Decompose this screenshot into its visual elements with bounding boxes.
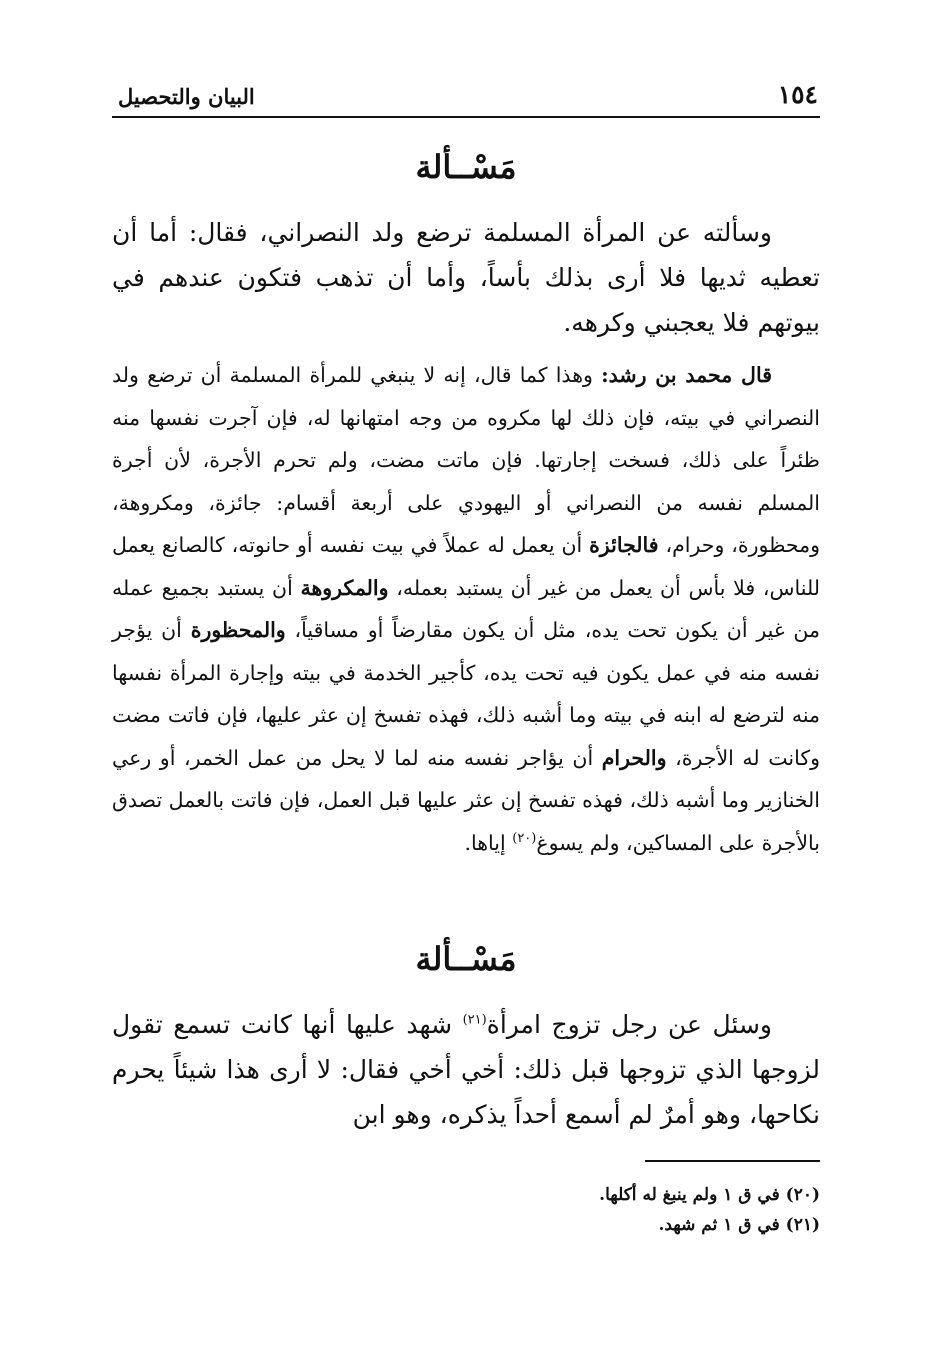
footnote-20: (٢٠) في ق ١ ولم ينبغ له أكلها. — [599, 1185, 820, 1205]
header-rule — [112, 116, 820, 118]
footnote-rule — [645, 1160, 820, 1162]
commentary-end: إياها. — [464, 830, 513, 855]
commentary-text-5: أن يؤاجر نفسه منه لما لا يحل من عمل الخمر، أو رعي الخنازير وما أشبه ذلك، فهذه تفسخ إن عثر عليها قبل العمل، فإن فاتت بالعمل تصدق بالأجرة على المساكين، ولم يسوغ — [112, 745, 820, 855]
commentary-text-3: أن يستبد بجميع عمله من غير أن يكون تحت يده، مثل أن يكون مقارضاً أو مساقياً، — [112, 575, 820, 642]
footnote-21: (٢١) في ق ١ ثم شهد. — [658, 1215, 820, 1235]
commentary-text-4: أن يؤجر نفسه منه في عمل يكون فيه تحت يده، كأجير الخدمة في بيته وإجارة المرأة نفسها منه لترضع له ابنه في بيته وما أشبه ذلك، فهذه تفسخ إن عثر عليها، فإن فاتت مضت وكانت له الأجرة، — [112, 618, 820, 770]
footnotes — [112, 1180, 820, 1240]
commentary-text-2: أن يعمل له عملاً في بيت نفسه أو حانوته، كالصانع يعمل للناس، فلا بأس أن يعمل من غير أن يستبد بعمله، — [112, 533, 820, 600]
question-2-text-1: وسئل عن رجل تزوج امرأة — [486, 1010, 772, 1039]
term-jaiza: فالجائزة — [589, 533, 659, 557]
section-heading-1: مَسْــألة — [415, 148, 517, 186]
footnote-ref-21: (٢١) — [462, 1012, 487, 1028]
term-makruha: والمكروهة — [300, 575, 389, 600]
term-haram: والحرام — [601, 745, 667, 770]
term-mahzura: والمحظورة — [190, 618, 286, 642]
footnote-ref-20: (٢٠) — [512, 830, 537, 846]
running-header — [112, 76, 820, 116]
book-title: البيان والتحصيل — [118, 84, 255, 109]
section-heading-2: مَسْــألة — [415, 940, 517, 978]
question-paragraph-2 — [112, 1002, 820, 1137]
commentary-lead: قال محمد بن رشد: — [601, 363, 772, 387]
page-number: ١٥٤ — [777, 80, 818, 109]
commentary-paragraph — [112, 354, 820, 864]
commentary-text-1: وهذا كما قال، إنه لا ينبغي للمرأة المسلمة أن ترضع ولد النصراني في بيته، فإن ذلك لها مكروه من وجه امتهانها له، فإن آجرت نفسها منه ظئراً على ذلك، فسخت إجارتها. فإن ماتت مضت، ولم تحرم الأجرة، لأن أجرة المسلم نفسه من النصراني أو اليهودي على أربعة أقسام: جائزة، ومكروهة، ومحظورة، وحرام، — [112, 363, 820, 557]
question-paragraph-1: وسألته عن المرأة المسلمة ترضع ولد النصراني، فقال: أما أن تعطيه ثديها فلا أرى بذلك بأساً، وأما أن تذهب فتكون عندهم في بيوتهم فلا يعجبني وكرهه. — [112, 218, 820, 337]
question-2-text-2: شهد عليها أنها كانت تسمع تقول لزوجها الذي تزوجها قبل ذلك: أخي أخي فقال: لا أرى هذا شيئاً يحرم نكاحها، وهو أمرٌ لم أسمع أحداً يذكره، وهو ابن — [112, 1010, 820, 1129]
